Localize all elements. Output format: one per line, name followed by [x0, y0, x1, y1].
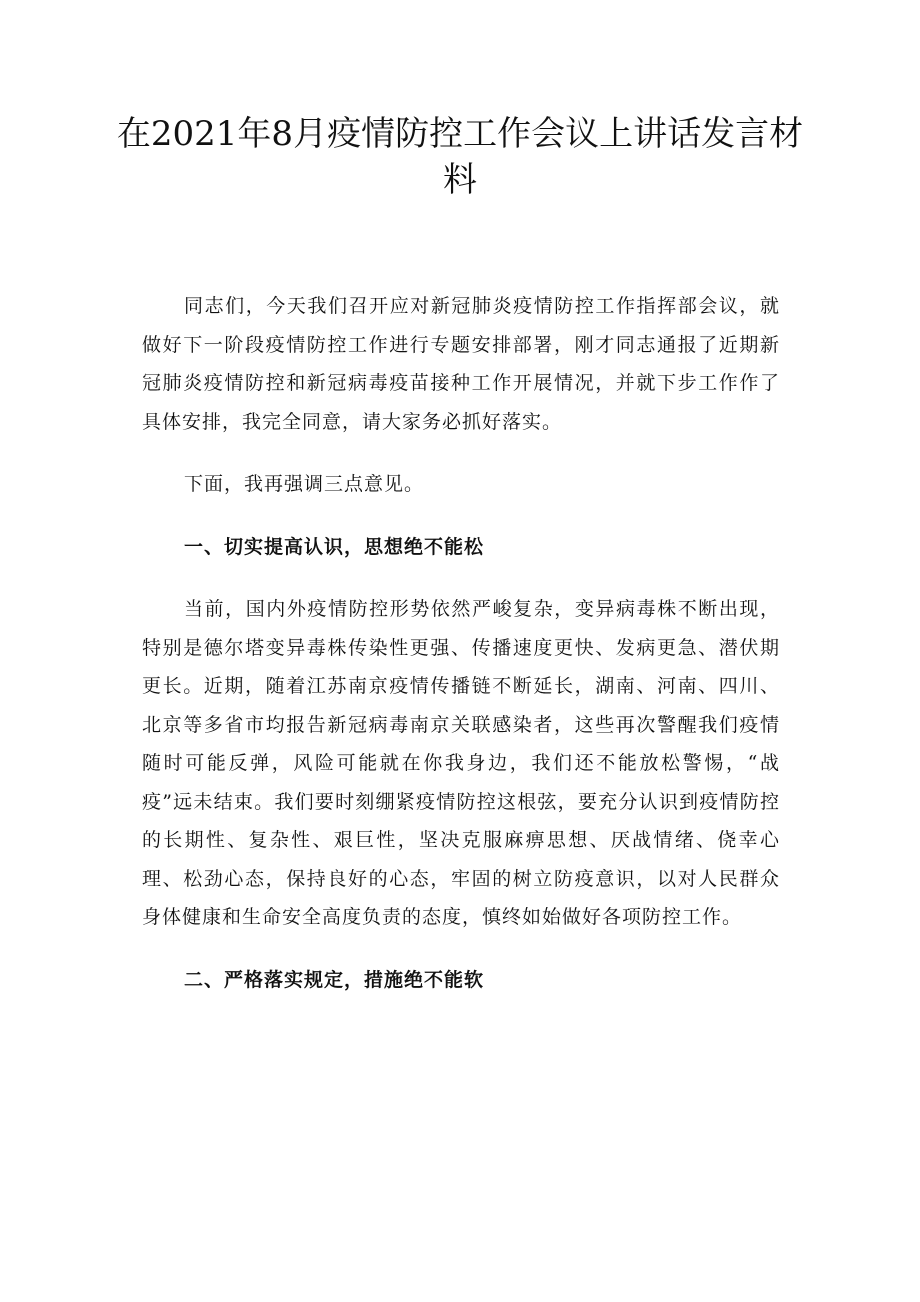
paragraph-spacer — [142, 441, 780, 465]
section-heading-2: 二、严格落实规定，措施绝不能软 — [184, 968, 485, 991]
transition-paragraph: 下面，我再强调三点意见。 — [184, 473, 425, 495]
document-body — [142, 287, 780, 999]
paragraph-spacer — [142, 504, 780, 528]
opening-paragraph: 同志们，今天我们召开应对新冠肺炎疫情防控工作指挥部会议，就做好下一阶段疫情防控工作进行专题安排部署，刚才同志通报了近期新冠肺炎疫情防控和新冠病毒疫苗接种工作开展情况，并就下步工作作了具体安排，我完全同意，请大家务必抓好落实。 — [142, 295, 780, 433]
document-title: 在2021年8月疫情防控工作会议上讲话发言材料 — [116, 114, 804, 200]
paragraph-spacer — [142, 566, 780, 590]
section-1-body: 当前，国内外疫情防控形势依然严峻复杂，变异病毒株不断出现，特别是德尔塔变异毒株传染性更强、传播速度更快、发病更急、潜伏期更长。近期，随着江苏南京疫情传播链不断延长，湖南、河南、四川、北京等多省市均报告新冠病毒南京关联感染者，这些再次警醒我们疫情随时可能反弹，风险可能就在你我身边，我们还不能放松警惕，“战疫”远未结束。我们要时刻绷紧疫情防控这根弦，要充分认识到疫情防控的长期性、复杂性、艰巨性，坚决克服麻痹思想、厌战情绪、侥幸心理、松劲心态，保持良好的心态，牢固的树立防疫意识，以对人民群众身体健康和生命安全高度负责的态度，慎终如始做好各项防控工作。 — [142, 598, 780, 928]
paragraph-spacer — [142, 937, 780, 961]
section-heading-1: 一、切实提高认识，思想绝不能松 — [184, 535, 485, 558]
